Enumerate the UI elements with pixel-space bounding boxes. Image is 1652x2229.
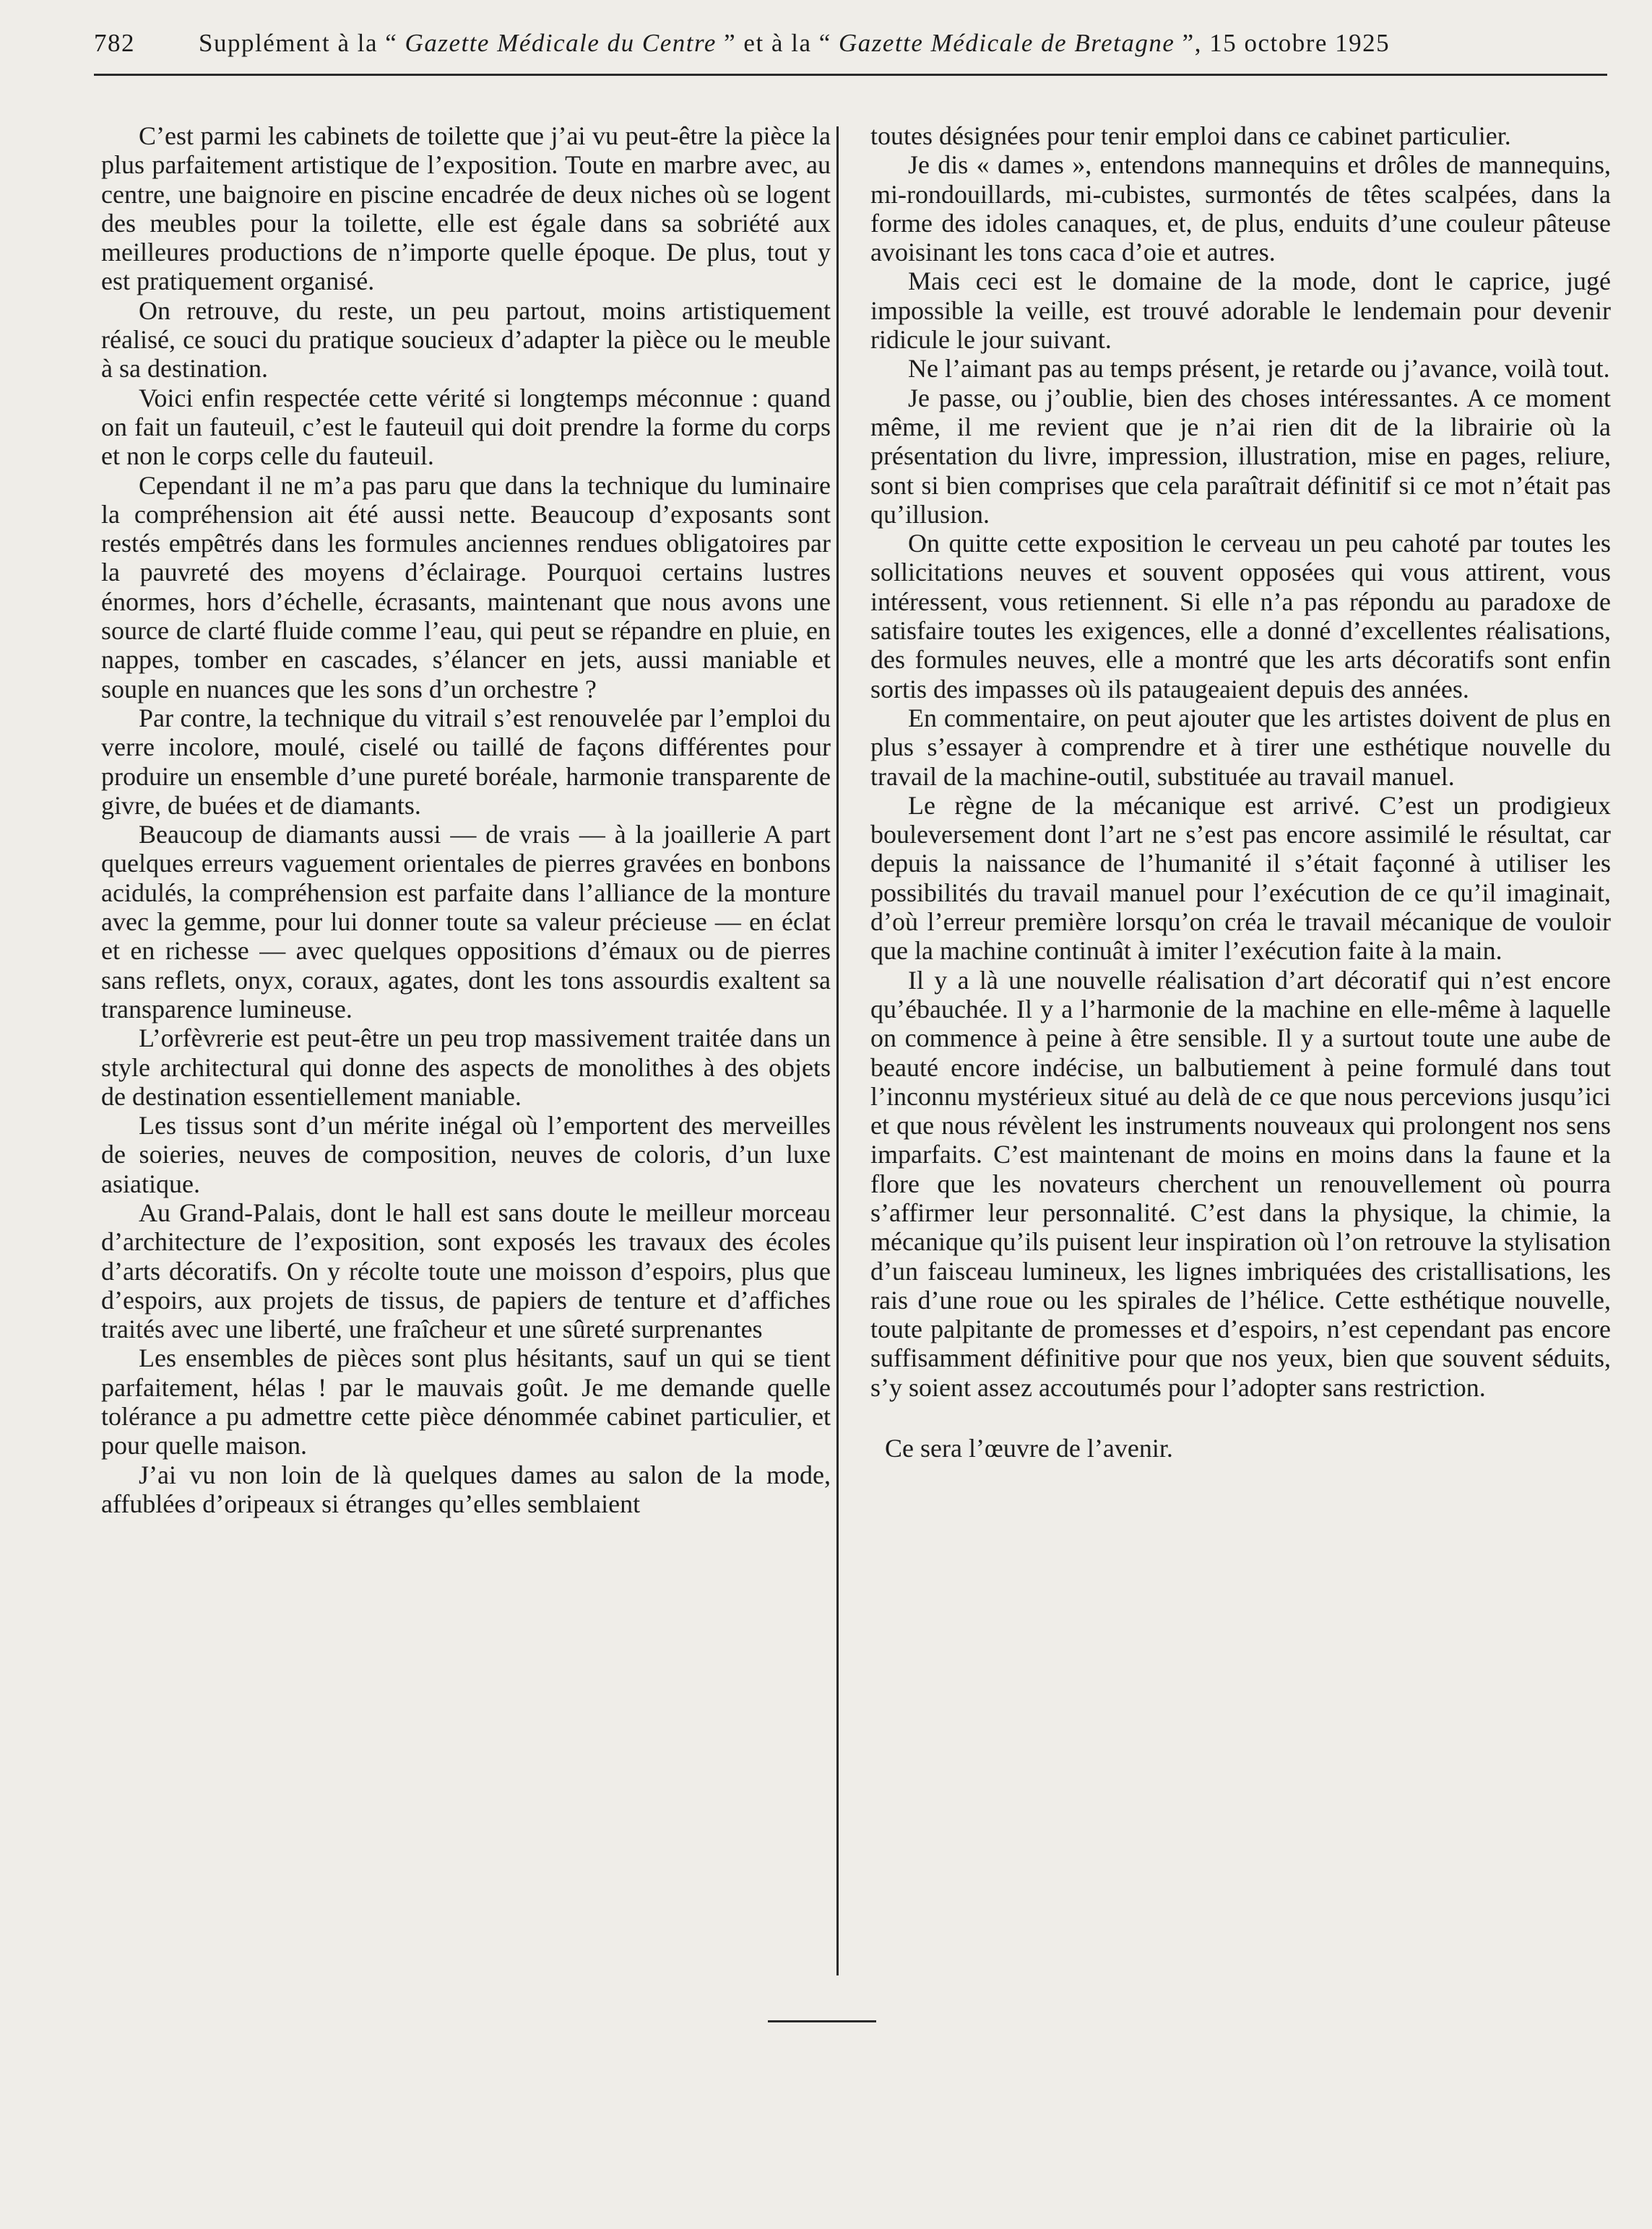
paragraph: Il y a là une nouvelle réalisation d’art décoratif qui n’est encore qu’ébauchée. Il y a l’harmonie de la machine en elle-même à laquelle on commence à peine à être sensible. Il y a surtout toute une aube de beauté encore indécise, un balbutiement à peine formulé dans tout l’inconnu mystérieux situé au delà de ce que nous percevions jusqu’ici et que nous révèlent les instruments nouveaux qui prolongent nos sens imparfaits. C’est maintenant de moins en moins dans la faune et la flore que les novateurs cherchent un renouvellement où pourra s’affirmer leur personnalité. C’est dans la physique, la chimie, la mécanique qu’ils puisent leur inspiration où l’on retrouve la stylisation d’un faisceau lumineux, les lignes imbriquées des cristallisations, les rais d’une roue ou les spirales de l’hélice. Cette esthétique nouvelle, toute palpitante de promesses et d’espoirs, n’est cependant pas encore suffisamment définitive pour que nos yeux, bien que souvent séduits, s’y soient assez accoutumés pour l’adopter sans restriction. [870,965,1611,1402]
end-rule [768,2020,876,2022]
header-rule [94,74,1607,76]
paragraph: Ne l’aimant pas au temps présent, je retarde ou j’avance, voilà tout. [908,354,1610,384]
paragraph: L’orfèvrerie est peut-être un peu trop massivement traitée dans un style architectural qui donne des aspects de monolithes à des objets de destination essentiellement maniable. [101,1023,831,1111]
closing-line: Ce sera l’œuvre de l’avenir. [885,1434,1173,1463]
paragraph: Le règne de la mécanique est arrivé. C’est un prodigieux bouleversement dont l’art ne s’est pas encore assimilé le résultat, car depuis la naissance de l’humanité il s’était façonné à utiliser les possibilités du travail manuel pour l’exécution de ce qu’il imaginait, d’où l’erreur première lorsqu’on créa le travail mécanique de vouloir que la machine continuât à imiter l’exécution faite à la main. [870,790,1611,966]
paragraph: Voici enfin respectée cette vérité si longtemps méconnue : quand on fait un fauteuil, c’est le fauteuil qui doit prendre la forme du corps et non le corps celle du fauteuil. [101,383,831,471]
paragraph: Les tissus sont d’un mérite inégal où l’emportent des merveilles de soieries, neuves de composition, neuves de coloris, d’un luxe asiatique. [101,1111,831,1198]
paragraph: J’ai vu non loin de là quelques dames au salon de la mode, affublées d’oripeaux si étranges qu’elles semblaient [101,1460,831,1518]
paragraph: Je passe, ou j’oublie, bien des choses intéressantes. A ce moment même, il me revient que je n’ai rien dit de la librairie où la présentation du livre, impression, illustration, mise en pages, reliure, sont si bien comprises que cela paraîtrait définitif si ce mot n’était pas qu’illusion. [870,383,1611,529]
right-column [870,121,1611,1463]
paragraph: Les ensembles de pièces sont plus hésitants, sauf un qui se tient parfaitement, hélas ! par le mauvais goût. Je me demande quelle tolérance a pu admettre cette pièce dénommée cabinet particulier, et pour quelle maison. [101,1343,831,1460]
header-title: Supplément à la “ Gazette Médicale du Centre ” et à la “ Gazette Médicale de Bretagne ”, 15 octobre 1925 [199,29,1391,57]
column-divider [836,126,839,1975]
paragraph: Beaucoup de diamants aussi — de vrais — à la joaillerie A part quelques erreurs vaguement orientales de pierres gravées en bonbons acidulés, la compréhension est parfaite dans l’alliance de la monture avec la gemme, pour lui donner toute sa valeur précieuse — en éclat et en richesse — avec quelques oppositions d’émaux ou de pierres sans reflets, onyx, coraux, agates, dont les tons assourdis exaltent sa transparence lumineuse. [101,820,831,1023]
paragraph: On retrouve, du reste, un peu partout, moins artistiquement réalisé, ce souci du pratique soucieux d’adapter la pièce ou le meuble à sa destination. [101,295,831,384]
paragraph: Au Grand-Palais, dont le hall est sans doute le meilleur morceau d’architecture de l’exposition, sont exposés les travaux des écoles d’arts décoratifs. On y récolte toute une moisson d’espoirs, plus que d’espoirs, aux projets de tissus, de papiers de tenture et d’affiches traités avec une liberté, une fraîcheur et une sûreté surprenantes [101,1198,831,1344]
paragraph: Je dis « dames », entendons mannequins et drôles de mannequins, mi-rondouillards, mi-cubistes, surmontés de têtes scalpées, dans la forme des idoles canaques, et, de plus, enduits d’une couleur pâteuse avoisinant les tons caca d’oie et autres. [870,150,1611,267]
paragraph: Par contre, la technique du vitrail s’est renouvelée par l’emploi du verre incolore, moulé, ciselé ou taillé de façons différentes pour produire un ensemble d’une pureté boréale, harmonie transparente de givre, de buées et de diamants. [101,703,831,820]
paragraph: Mais ceci est le domaine de la mode, dont le caprice, jugé impossible la veille, est trouvé adorable le lendemain pour devenir ridicule le jour suivant. [870,267,1611,355]
paragraph: On quitte cette exposition le cerveau un peu cahoté par toutes les sollicitations neuves et souvent opposées qui vous attirent, vous intéressent, vous retiennent. Si elle n’a pas répondu au paradoxe de satisfaire toutes les exigences, elle a donné d’excellentes réalisations, des formules neuves, elle a montré que les arts décoratifs sont enfin sortis des impasses où ils pataugeaient depuis des années. [870,529,1611,704]
running-header [94,29,1539,64]
gazette-bretagne-title: Gazette Médicale de Bretagne [839,29,1175,57]
page-number: 782 [94,29,135,57]
paragraph: Cependant il ne m’a pas paru que dans la technique du luminaire la compréhension ait été aussi nette. Beaucoup d’exposants sont restés empêtrés dans les formules anciennes rendues obligatoires par la pauvreté des moyens d’éclairage. Pourquoi certains lustres énormes, hors d’échelle, écrasants, maintenant que nous avons une source de clarté fluide comme l’eau, qui peut se répandre en pluie, en nappes, tomber en cascades, s’élancer en jets, aussi maniable et souple en nuances que les sons d’un orchestre ? [101,470,831,704]
paragraph: toutes désignées pour tenir emploi dans ce cabinet particulier. [870,121,1511,150]
gazette-centre-title: Gazette Médicale du Centre [405,29,717,57]
left-column [101,121,831,1518]
paragraph: En commentaire, on peut ajouter que les artistes doivent de plus en plus s’essayer à comprendre et à tirer une esthétique nouvelle du travail de la machine-outil, substituée au travail manuel. [870,703,1611,791]
paragraph: C’est parmi les cabinets de toilette que j’ai vu peut-être la pièce la plus parfaitement artistique de l’exposition. Toute en marbre avec, au centre, une baignoire en piscine encadrée de deux niches où se logent des meubles pour la toilette, elle est égale dans sa sobriété aux meilleures productions de n’importe quelle époque. De plus, tout y est pratiquement organisé. [101,121,831,296]
